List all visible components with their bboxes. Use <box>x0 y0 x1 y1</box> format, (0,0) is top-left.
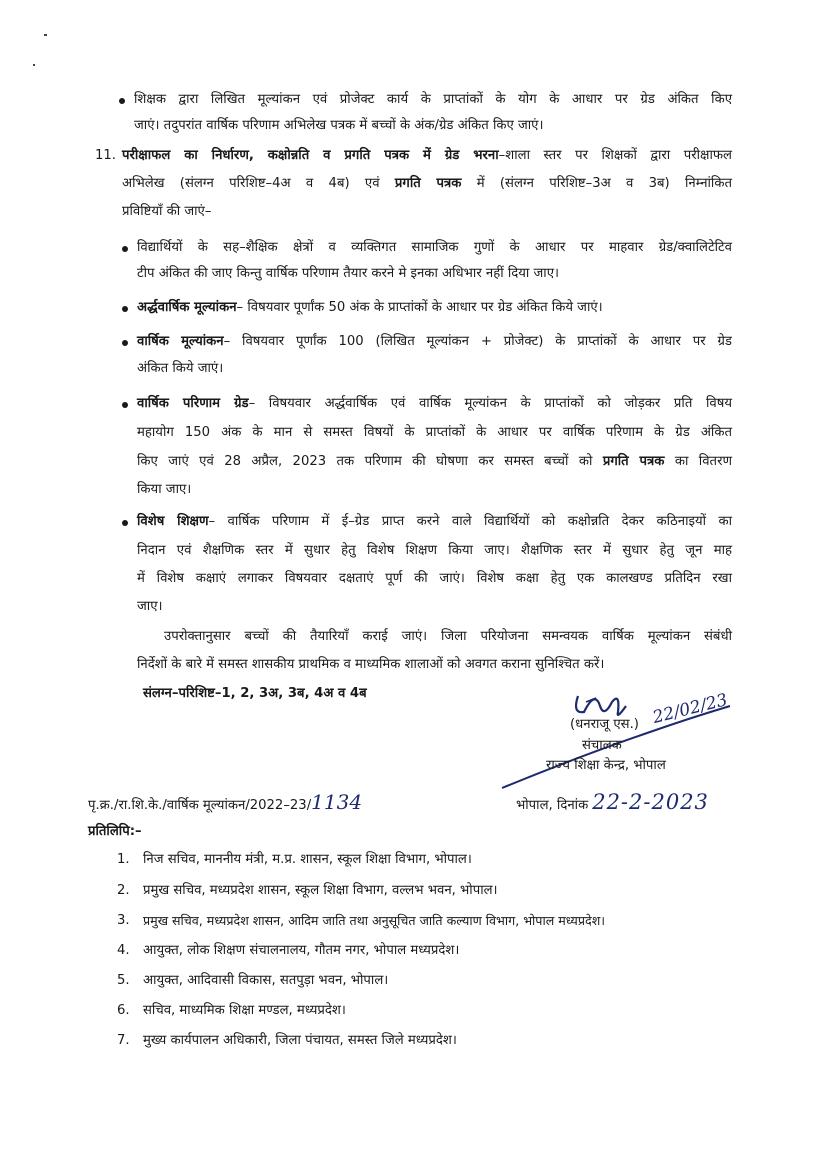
bullet-b-line <box>137 299 603 317</box>
signatory-office: राज्य शिक्षा केन्द्र, भोपाल <box>546 758 666 773</box>
section-line3: प्रविष्टियाँ की जाएं– <box>122 204 212 219</box>
bullet-icon <box>122 306 128 312</box>
bullet-icon <box>122 402 128 408</box>
scan-mark <box>33 64 35 66</box>
closing-line2: निर्देशों के बारे में समस्त शासकीय प्राथमिक व माध्यमिक शालाओं को अवगत कराना सुनिश्चित करें। <box>137 657 605 672</box>
bullet-d-line3 <box>137 453 732 471</box>
bullet-d-line3-c: का वितरण <box>664 454 733 469</box>
copy-number: 7. <box>117 1033 130 1048</box>
section-line2-b: प्रगति पत्रक <box>394 176 462 191</box>
copy-number: 3. <box>117 913 130 928</box>
copy-number: 4. <box>117 943 130 958</box>
copy-number: 2. <box>117 883 130 898</box>
bullet-d-line4: किया जाए। <box>137 482 192 497</box>
bullet-icon <box>122 520 128 526</box>
bullet-d-line1-rest: – विषयवार अर्द्धवार्षिक एवं वार्षिक मूल्यांकन के प्राप्तांकों को जोड़कर प्रति विषय <box>248 396 732 411</box>
bullet-c-line1-rest: – विषयवार पूर्णांक 100 (लिखित मूल्यांकन + प्रोजेक्ट) के प्राप्तांकों के आधार पर ग्रेड <box>223 334 732 349</box>
bullet-c-label: वार्षिक मूल्यांकन <box>137 334 224 349</box>
bullet-e-line4: जाए। <box>137 599 163 614</box>
enclosure: संलग्न–परिशिष्ट–1, 2, 3अ, 3ब, 4अ व 4ब <box>143 686 367 701</box>
bullet-d-line3-a: किए जाएं एवं 28 अप्रैल, 2023 तक परिणाम की घोषणा कर समस्त बच्चों को <box>137 454 603 469</box>
bullet-a-line1: विद्यार्थियों के सह–शैक्षिक क्षेत्रों व व्यक्तिगत सामाजिक गुणों के आधार पर माहवार ग्रेड/क्वालिटेटिव <box>137 240 732 255</box>
section-line2-a: अभिलेख (संलग्न परिशिष्ट–4अ व 4ब) एवं <box>122 176 395 191</box>
copy-text: निज सचिव, माननीय मंत्री, म.प्र. शासन, स्कूल शिक्षा विभाग, भोपाल। <box>143 852 472 867</box>
copies-heading: प्रतिलिपि:– <box>88 824 142 839</box>
signature-scribble-icon <box>500 676 770 796</box>
section-heading: परीक्षाफल का निर्धारण, कक्षोन्नति व प्रगति पत्रक में ग्रेड भरना <box>122 148 499 163</box>
bullet-e-label: विशेष शिक्षण <box>137 514 209 529</box>
bullet-e-line1 <box>137 513 732 531</box>
reference-handwritten-number: 1134 <box>311 790 363 814</box>
copy-number: 6. <box>117 1003 130 1018</box>
reference-handwritten-date: 22-2-2023 <box>592 790 709 814</box>
signature-handwritten-date: 22/02/23 <box>650 690 730 728</box>
bullet-icon <box>122 340 128 346</box>
reference-place-date <box>516 790 709 815</box>
bullet-d-line3-b: प्रगति पत्रक <box>602 454 665 469</box>
bullet-e-line3: में विशेष कक्षाएं लगाकर विषयवार दक्षताएं पूर्ण की जाएं। विशेष कक्षा हेतु एक कालखण्ड प्रतिदिन रखा <box>137 571 732 586</box>
bullet-b-label: अर्द्धवार्षिक मूल्यांकन <box>137 300 237 315</box>
section-number: 11. <box>95 148 116 163</box>
bullet-c-line2: अंकित किये जाएं। <box>137 361 224 376</box>
section-heading-line <box>122 147 732 165</box>
bullet-e-line1-rest: – वार्षिक परिणाम में ई–ग्रेड प्राप्त करने वाले विद्यार्थियों को कक्षोन्नति देकर कठिनाइयों का <box>208 514 732 529</box>
copy-text: आयुक्त, लोक शिक्षण संचालनालय, गौतम नगर, भोपाल मध्यप्रदेश। <box>143 943 460 958</box>
section-line2-c: में (संलग्न परिशिष्ट–3अ व 3ब) निम्नांकित <box>461 176 732 191</box>
para1-line2: जाएं। तदुपरांत वार्षिक परिणाम अभिलेख पत्रक में बच्चों के अंक/ग्रेड अंकित किए जाएं। <box>134 118 544 133</box>
section-line1-rest: –शाला स्तर पर शिक्षकों द्वारा परीक्षाफल <box>498 148 732 163</box>
scan-mark <box>44 34 47 36</box>
bullet-b-text: – विषयवार पूर्णांक 50 अंक के प्राप्तांकों के आधार पर ग्रेड अंकित किये जाएं। <box>236 300 603 315</box>
bullet-a-line2: टीप अंकित की जाए किन्तु वार्षिक परिणाम तैयार करने मे इनका अधिभार नहीं दिया जाए। <box>137 266 560 281</box>
closing-line1: उपरोक्तानुसार बच्चों की तैयारियाँ कराई जाएं। जिला परियोजना समन्वयक वार्षिक मूल्यांकन संबंधी <box>164 629 732 644</box>
reference-place-date-label: भोपाल, दिनांक <box>516 798 589 813</box>
bullet-d-line2: महायोग 150 अंक के मान से समस्त विषयों के प्राप्तांकों के आधार पर वार्षिक परिणाम के ग्रेड अंकित <box>137 425 732 440</box>
copy-text: सचिव, माध्यमिक शिक्षा मण्डल, मध्यप्रदेश। <box>143 1003 346 1018</box>
bullet-d-line1 <box>137 395 732 413</box>
bullet-d-label: वार्षिक परिणाम ग्रेड <box>137 396 249 411</box>
copy-text: आयुक्त, आदिवासी विकास, सतपुड़ा भवन, भोपाल। <box>143 973 389 988</box>
signatory-designation: संचालक <box>582 738 622 753</box>
copy-number: 1. <box>117 852 130 867</box>
para1-line1: शिक्षक द्वारा लिखित मूल्यांकन एवं प्रोजेक्ट कार्य के प्राप्तांकों के योग के आधार पर ग्रेड अंकित किए <box>134 92 732 107</box>
section-line2 <box>122 175 732 193</box>
signatory-name: (धनराजू एस.) <box>570 717 639 732</box>
bullet-icon <box>119 98 125 104</box>
reference-number <box>88 790 363 815</box>
bullet-e-line2: निदान एवं शैक्षणिक स्तर में सुधार हेतु विशेष शिक्षण किया जाए। शैक्षणिक स्तर में सुधार हेतु जून माह <box>137 543 732 558</box>
copy-text: प्रमुख सचिव, मध्यप्रदेश शासन, स्कूल शिक्षा विभाग, वल्लभ भवन, भोपाल। <box>143 883 498 898</box>
copy-number: 5. <box>117 973 130 988</box>
reference-number-text: पृ.क्र./रा.शि.के./वार्षिक मूल्यांकन/2022–23/ <box>88 798 312 813</box>
bullet-c-line1 <box>137 333 732 351</box>
bullet-icon <box>122 246 128 252</box>
copy-text: मुख्य कार्यपालन अधिकारी, जिला पंचायत, समस्त जिले मध्यप्रदेश। <box>143 1033 457 1048</box>
copy-text: प्रमुख सचिव, मध्यप्रदेश शासन, आदिम जाति तथा अनुसूचित जाति कल्याण विभाग, भोपाल मध्यप्रदेश। <box>143 913 606 928</box>
